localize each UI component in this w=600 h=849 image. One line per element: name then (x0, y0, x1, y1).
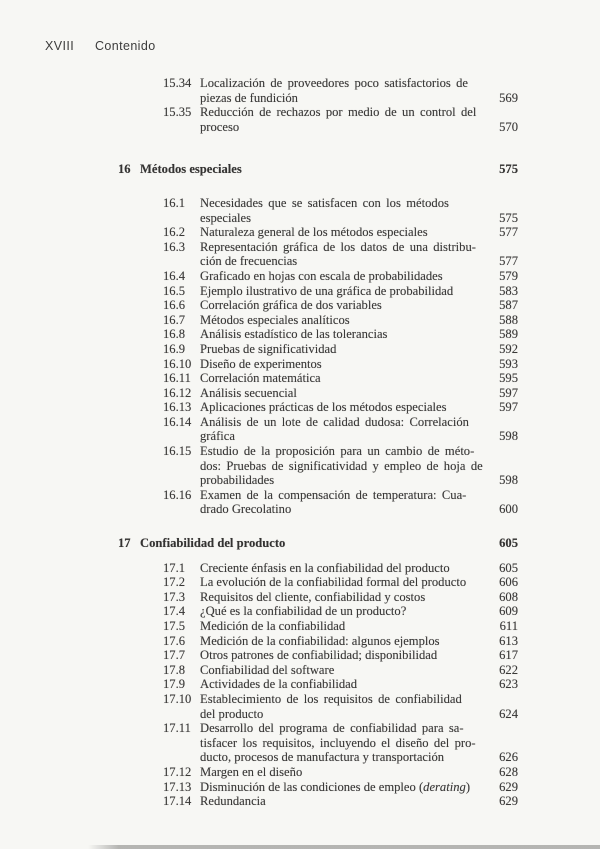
toc-entry-number: 16.10 (163, 356, 192, 371)
toc-entry-row (163, 105, 518, 134)
toc-entry-row (163, 76, 518, 105)
toc-entry-row (163, 400, 518, 415)
toc-entry-row (163, 357, 518, 372)
toc-entry-line: Actividades de la confiabilidad (200, 677, 358, 692)
toc-entry-number: 17.3 (163, 589, 186, 604)
toc-entry-row (163, 386, 518, 401)
toc-page-number: 628 (499, 764, 518, 779)
toc-page-number: 595 (499, 371, 518, 386)
toc-entry-line: dos: Pruebas de significatividad y empleo de hoja de (200, 458, 483, 473)
toc-entry-row (163, 327, 518, 342)
toc-page-number: 593 (499, 356, 518, 371)
toc-entry-title (200, 342, 492, 357)
toc-entry-number: 17.4 (163, 604, 186, 619)
toc-entry-line: Disminución de las condiciones de empleo (derating) (200, 779, 471, 794)
toc-page-number: 600 (499, 502, 518, 517)
toc-entry-row (163, 721, 518, 765)
toc-entry-title (200, 663, 492, 678)
toc-entry-number: 17.12 (163, 764, 192, 779)
toc-entry-row (163, 765, 518, 780)
toc-entry-title (200, 196, 492, 225)
toc-page-number: 606 (499, 575, 518, 590)
toc-chapter-row (118, 162, 518, 177)
toc-entry-row (163, 342, 518, 357)
toc-entry-line: Otros patrones de confiabilidad; disponibilidad (200, 648, 438, 663)
page-number-label: XVIII (45, 39, 75, 53)
toc-entry-row (163, 284, 518, 299)
toc-entry-line: del producto (200, 706, 264, 721)
toc-entry-title (200, 444, 492, 488)
toc-entry-row (163, 313, 518, 328)
toc-entry-row (163, 240, 518, 269)
toc-entry-line: Medición de la confiabilidad (200, 619, 346, 633)
toc-entry-title (200, 327, 492, 342)
toc-entry-line: Pruebas de significatividad (200, 341, 337, 356)
toc-entry-number: 16.1 (163, 195, 186, 210)
toc-page-number: 570 (499, 119, 518, 134)
toc-entry-number: 16.11 (163, 371, 191, 386)
toc-entry-number: 16.5 (163, 283, 186, 298)
toc-page-number: 626 (499, 750, 518, 765)
toc-entry-line: Graficado en hojas con escala de probabilidades (200, 268, 443, 283)
toc-entry-title (200, 298, 492, 313)
toc-entry-line: especiales (200, 210, 252, 225)
toc-entry-line: proceso (200, 119, 240, 134)
toc-entry-line: Correlación gráfica de dos variables (200, 298, 382, 313)
toc-entry-number: 15.34 (163, 76, 192, 90)
toc-chapter-number: 16 (118, 162, 131, 177)
toc-entry-title (200, 313, 492, 328)
toc-page-number: 583 (499, 283, 518, 298)
toc-entry-line: Ejemplo ilustrativo de una gráfica de probabilidad (200, 283, 454, 298)
toc-entry-number: 17.8 (163, 662, 186, 677)
toc-entry-title (200, 561, 492, 576)
toc-entry-row (163, 371, 518, 386)
toc-entry-number: 16.3 (163, 239, 186, 254)
toc-entry-line: Reducción de rechazos por medio de un control del (200, 105, 477, 120)
toc-entry-line: Confiabilidad del software (200, 662, 335, 677)
toc-entry-line: Estudio de la proposición para un cambio de méto- (200, 444, 475, 459)
toc-page-number: 605 (499, 536, 518, 551)
toc-entry-title (200, 794, 492, 809)
scan-edge-shadow (88, 845, 600, 849)
toc-entry-line: ción de frecuencias (200, 254, 298, 269)
toc-entry-title (200, 269, 492, 284)
toc-entry-title (200, 634, 492, 649)
toc-page-number: 598 (499, 473, 518, 488)
toc-entry-line: Análisis estadístico de las tolerancias (200, 327, 388, 342)
toc-entry-title (200, 619, 492, 634)
toc-entry-number: 17.6 (163, 633, 186, 648)
toc-page-number: 623 (499, 677, 518, 692)
toc-entry-number: 17.7 (163, 648, 186, 663)
toc-entry-row (163, 590, 518, 605)
toc-entry-line: Correlación matemática (200, 371, 321, 386)
toc-entry-number: 17.1 (163, 560, 186, 575)
toc-entry-number: 16.8 (163, 327, 186, 342)
toc-entry-number: 16.13 (163, 400, 192, 415)
toc-entry-title (200, 765, 492, 780)
toc-entry-line: tisfacer los requisitos, incluyendo el diseño del pro- (200, 735, 476, 750)
toc-entry-title (200, 721, 492, 765)
toc-entry-number: 16.6 (163, 298, 186, 313)
toc-entry-line: La evolución de la confiabilidad formal del producto (200, 575, 467, 590)
toc-entry-number: 16.15 (163, 444, 192, 459)
toc-entry-line: Desarrollo del programa de confiabilidad para sa- (200, 721, 464, 736)
toc-entry-row (163, 575, 518, 590)
toc-entry-title (200, 386, 492, 401)
toc-entry-line: Representación gráfica de los datos de una distribu- (200, 239, 476, 254)
toc-entry-line: Localización de proveedores poco satisfactorios de (200, 76, 469, 90)
toc-entry-row (163, 663, 518, 678)
toc-page-number: 577 (499, 225, 518, 240)
toc-entry-title (200, 225, 492, 240)
toc-entry-row (163, 619, 518, 634)
running-head (45, 39, 156, 53)
toc-entry-number: 17.13 (163, 779, 192, 794)
toc-page-number: 622 (499, 662, 518, 677)
toc-entry-row (163, 677, 518, 692)
toc-entry-line: gráfica (200, 429, 235, 444)
toc-page-number: 575 (499, 162, 518, 177)
toc-page-number: 605 (499, 560, 518, 575)
toc-page-number: 613 (499, 633, 518, 648)
toc-entry-line: Establecimiento de los requisitos de confiabilidad (200, 691, 462, 706)
toc-entry-title (200, 780, 492, 795)
toc-entry-row (163, 780, 518, 795)
toc-entry-number: 17.10 (163, 691, 192, 706)
toc-entry-row (163, 648, 518, 663)
toc-entry-line: Medición de la confiabilidad: algunos ejemplos (200, 633, 440, 648)
toc-page-number: 579 (499, 268, 518, 283)
toc-page-number: 609 (499, 604, 518, 619)
toc-entry-number: 16.7 (163, 312, 186, 327)
running-head-title: Contenido (94, 39, 156, 53)
toc-entry-number: 17.5 (163, 619, 186, 633)
toc-page-number: 577 (499, 254, 518, 269)
toc-list (118, 76, 518, 809)
toc-entry-line: Naturaleza general de los métodos especiales (200, 225, 428, 240)
toc-entry-row (163, 692, 518, 721)
toc-entry-title (200, 284, 492, 299)
toc-entry-number: 16.16 (163, 487, 192, 502)
toc-chapter-row (118, 536, 518, 551)
toc-entry-line: drado Grecolatino (200, 502, 292, 517)
toc-entry-line: piezas de fundición (200, 90, 298, 105)
toc-entry-line: Examen de la compensación de temperatura: Cua- (200, 487, 467, 502)
toc-entry-title (200, 604, 492, 619)
toc-entry-title (200, 648, 492, 663)
toc-page-number: 608 (499, 589, 518, 604)
toc-entry-line: ¿Qué es la confiabilidad de un producto? (200, 604, 407, 619)
toc-page-number: 611 (499, 619, 518, 633)
toc-entry-line: Métodos especiales analíticos (200, 312, 350, 327)
toc-entry-title (200, 76, 492, 105)
toc-entry-line: Redundancia (200, 794, 266, 809)
toc-entry-row (163, 488, 518, 517)
toc-page-number: 589 (499, 327, 518, 342)
toc-page-number: 592 (499, 341, 518, 356)
toc-entry-row (163, 225, 518, 240)
toc-page-number: 598 (499, 429, 518, 444)
toc-page-number: 597 (499, 385, 518, 400)
toc-chapter-title: Confiabilidad del producto (140, 536, 286, 551)
toc-entry-line: ducto, procesos de manufactura y transportación (200, 750, 445, 765)
toc-entry-line: Creciente énfasis en la confiabilidad del producto (200, 560, 450, 575)
toc-entry-line: Necesidades que se satisfacen con los métodos (200, 195, 449, 210)
toc-entry-row (163, 444, 518, 488)
toc-entry-number: 16.12 (163, 385, 192, 400)
toc-entry-line: Análisis secuencial (200, 385, 297, 400)
toc-page-number: 617 (499, 648, 518, 663)
toc-page-number: 587 (499, 298, 518, 313)
toc-page-number: 629 (499, 779, 518, 794)
toc-entry-title (200, 240, 492, 269)
toc-entry-row (163, 269, 518, 284)
toc-page-number: 597 (499, 400, 518, 415)
toc-entry-number: 16.2 (163, 225, 186, 240)
toc-page-number: 588 (499, 312, 518, 327)
toc-entry-title (200, 371, 492, 386)
toc-entry-title (200, 488, 492, 517)
toc-entry-number: 16.4 (163, 268, 186, 283)
toc-chapter-title: Métodos especiales (140, 162, 242, 177)
toc-entry-number: 17.14 (163, 794, 192, 809)
toc-entry-row (163, 634, 518, 649)
toc-entry-number: 17.9 (163, 677, 186, 692)
toc-chapter-number: 17 (118, 536, 131, 551)
toc-entry-title (200, 105, 492, 134)
toc-entry-number: 16.14 (163, 414, 192, 429)
toc-entry-row (163, 196, 518, 225)
toc-entry-line: Margen en el diseño (200, 764, 303, 779)
toc-entry-number: 15.35 (163, 105, 192, 120)
toc-page-number: 624 (499, 706, 518, 721)
toc-entry-line: Requisitos del cliente, confiabilidad y costos (200, 589, 426, 604)
toc-entry-row (163, 604, 518, 619)
toc-entry-line: Aplicaciones prácticas de los métodos especiales (200, 400, 447, 415)
toc-entry-title (200, 590, 492, 605)
toc-entry-title (200, 357, 492, 372)
toc-entry-line: probabilidades (200, 473, 275, 488)
toc-page-number: 569 (499, 90, 518, 105)
toc-entry-line: Diseño de experimentos (200, 356, 322, 371)
toc-page-number: 575 (499, 210, 518, 225)
toc-entry-number: 17.11 (163, 721, 191, 736)
toc-entry-line: Análisis de un lote de calidad dudosa: Correlación (200, 414, 469, 429)
toc-entry-row (163, 561, 518, 576)
toc-entry-row (163, 298, 518, 313)
toc-entry-row (163, 415, 518, 444)
toc-page-number: 629 (499, 794, 518, 809)
toc-entry-number: 17.2 (163, 575, 186, 590)
toc-entry-title (200, 400, 492, 415)
toc-entry-title (200, 415, 492, 444)
toc-entry-title (200, 692, 492, 721)
toc-entry-number: 16.9 (163, 341, 186, 356)
toc-entry-row (163, 794, 518, 809)
toc-entry-title (200, 677, 492, 692)
toc-entry-title (200, 575, 492, 590)
